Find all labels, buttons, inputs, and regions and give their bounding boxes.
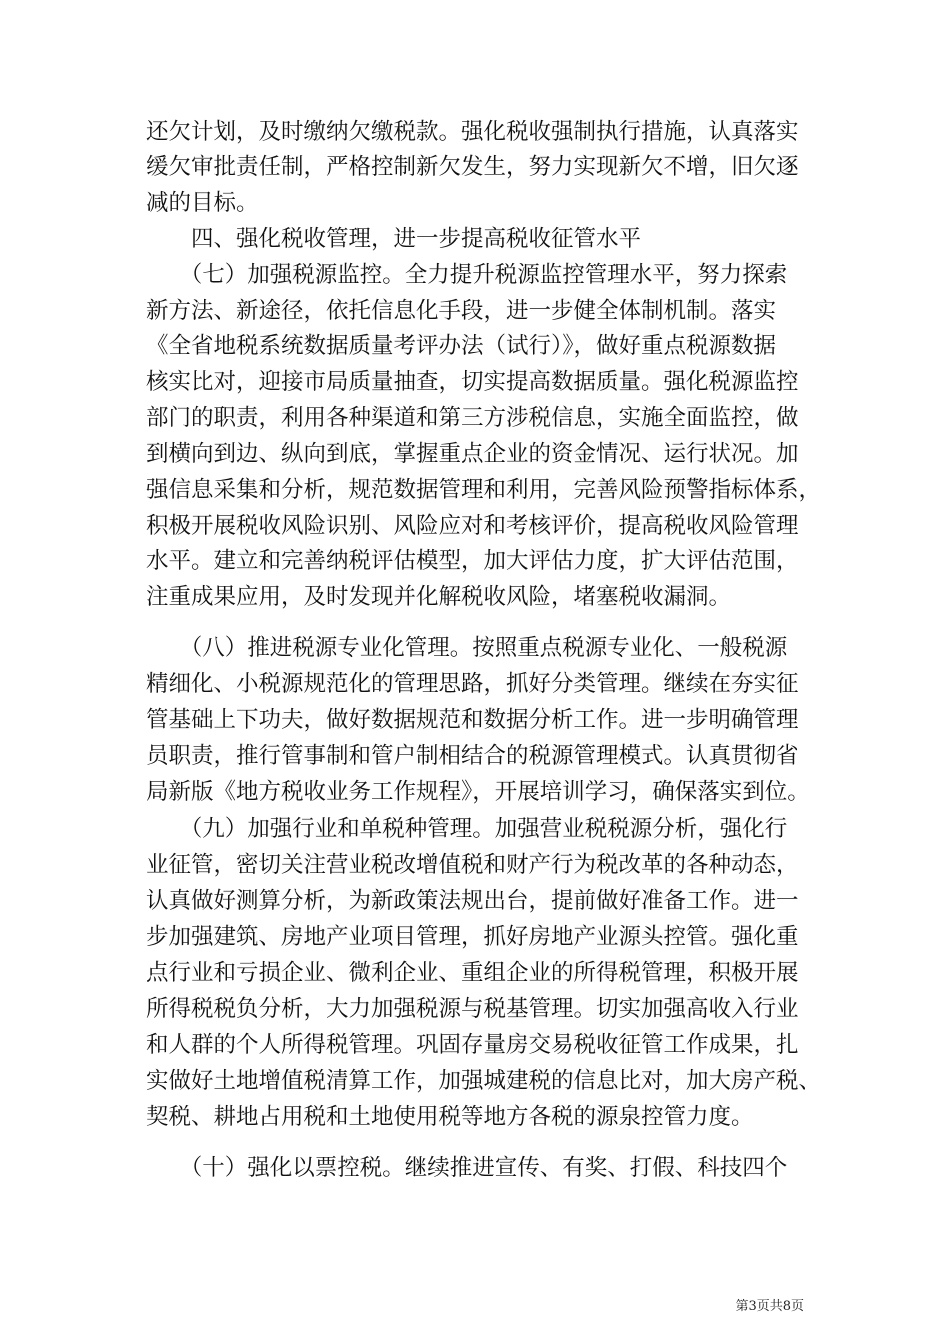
- text-line: 步加强建筑、房地产业项目管理，抓好房地产业源头控管。强化重: [146, 924, 799, 950]
- text-line: 契税、耕地占用税和土地使用税等地方各税的源泉控管力度。: [146, 1104, 754, 1130]
- text-line: 新方法、新途径，依托信息化手段，进一步健全体制机制。落实: [146, 298, 777, 324]
- text-line: 和人群的个人所得税管理。巩固存量房交易税收征管工作成果，扎: [146, 1032, 799, 1058]
- text-line: 还欠计划，及时缴纳欠缴税款。强化税收强制执行措施，认真落实: [146, 119, 799, 145]
- text-line: 业征管，密切关注营业税改增值税和财产行为税改革的各种动态，: [146, 852, 799, 878]
- text-line: （七）加强税源监控。全力提升税源监控管理水平，努力探索: [146, 262, 788, 288]
- text-line: 局新版《地方税收业务工作规程》，开展培训学习，确保落实到位。: [146, 779, 810, 805]
- page-number: 第3页共8页: [735, 1299, 804, 1314]
- text-line: 注重成果应用，及时发现并化解税收风险，堵塞税收漏洞。: [146, 584, 732, 610]
- text-line: 员职责，推行管事制和管户制相结合的税源管理模式。认真贯彻省: [146, 743, 799, 769]
- text-line: 到横向到边、纵向到底，掌握重点企业的资金情况、运行状况。加: [146, 441, 799, 467]
- text-line: 水平。建立和完善纳税评估模型，加大评估力度，扩大评估范围，: [146, 548, 799, 574]
- text-line: 精细化、小税源规范化的管理思路，抓好分类管理。继续在夯实征: [146, 671, 799, 697]
- text-line: 所得税税负分析，大力加强税源与税基管理。切实加强高收入行业: [146, 996, 799, 1022]
- text-line: 核实比对，迎接市局质量抽查，切实提高数据质量。强化税源监控: [146, 369, 799, 395]
- text-line: 四、强化税收管理，进一步提高税收征管水平: [146, 226, 642, 252]
- text-line: 部门的职责，利用各种渠道和第三方涉税信息，实施全面监控，做: [146, 405, 799, 431]
- text-line: 认真做好测算分析，为新政策法规出台，提前做好准备工作。进一: [146, 888, 799, 914]
- text-line: 积极开展税收风险识别、风险应对和考核评价，提高税收风险管理: [146, 513, 799, 539]
- text-line: （九）加强行业和单税种管理。加强营业税税源分析，强化行: [146, 816, 788, 842]
- text-line: 缓欠审批责任制，严格控制新欠发生，努力实现新欠不增，旧欠逐: [146, 154, 799, 180]
- text-line: 管基础上下功夫，做好数据规范和数据分析工作。进一步明确管理: [146, 707, 799, 733]
- text-line: 实做好土地增值税清算工作，加强城建税的信息比对，加大房产税、: [146, 1068, 822, 1094]
- text-line: 减的目标。: [146, 190, 259, 216]
- text-line: （八）推进税源专业化管理。按照重点税源专业化、一般税源: [146, 635, 788, 661]
- text-line: 强信息采集和分析，规范数据管理和利用，完善风险预警指标体系，: [146, 477, 822, 503]
- text-line: 点行业和亏损企业、微利企业、重组企业的所得税管理，积极开展: [146, 960, 799, 986]
- text-line: 《全省地税系统数据质量考评办法（试行）》，做好重点税源数据: [146, 333, 777, 359]
- text-line: （十）强化以票控税。继续推进宣传、有奖、打假、科技四个: [146, 1155, 788, 1181]
